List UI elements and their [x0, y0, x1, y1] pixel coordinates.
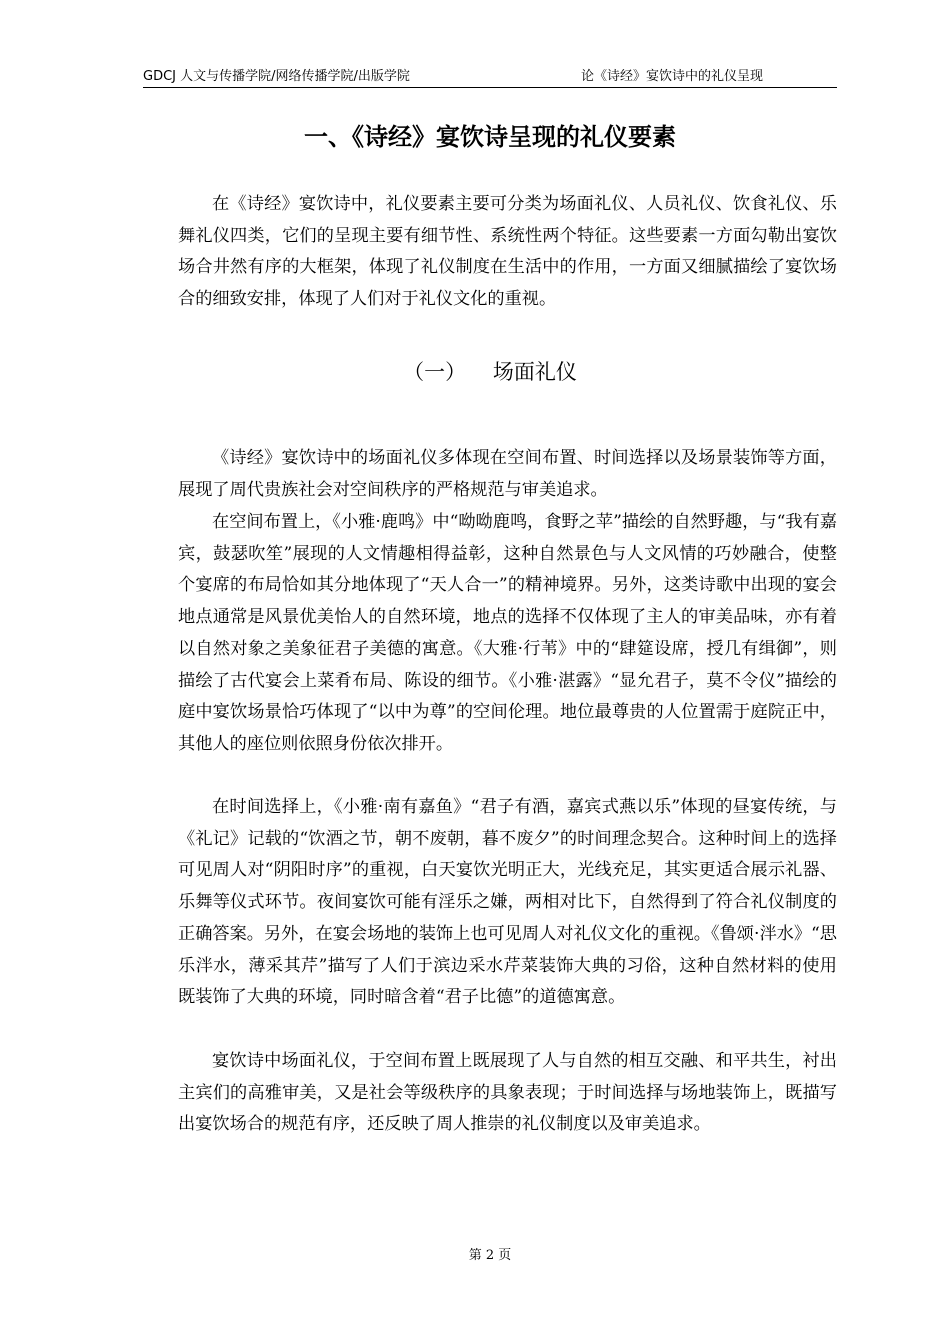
header-institution: GDCJ 人文与传播学院/网络传播学院/出版学院	[143, 69, 410, 84]
section-title: （一） 场面礼仪	[403, 360, 577, 384]
chapter-title: 一、《诗经》宴饮诗呈现的礼仪要素	[304, 123, 676, 151]
page-number: 第 2 页	[468, 1248, 512, 1263]
body-paragraph-4: 宴饮诗中场面礼仪，于空间布置上既展现了人与自然的相互交融、和平共生，衬出主宾们的高雅审美，又是社会等级秩序的具象表现；于时间选择与场地装饰上，既描写出宴饮场合的规范有序，还反映了周人推崇的礼仪制度以及审美追求。	[178, 1051, 837, 1135]
body-paragraph-1: 《诗经》宴饮诗中的场面礼仪多体现在空间布置、时间选择以及场景装饰等方面，展现了周代贵族社会对空间秩序的严格规范与审美追求。	[178, 448, 837, 500]
page-header	[143, 69, 837, 88]
body-paragraph-3: 在时间选择上，《小雅·南有嘉鱼》“君子有酒，嘉宾式燕以乐”体现的昼宴传统，与《礼记》记载的“饮酒之节，朝不废朝，暮不废夕”的时间理念契合。这种时间上的选择可见周人对“阴阳时序”的重视，白天宴饮光明正大，光线充足，其实更适合展示礼器、乐舞等仪式环节。夜间宴饮可能有淫乐之嫌，两相对比下，自然得到了符合礼仪制度的正确答案。另外，在宴会场地的装饰上也可见周人对礼仪文化的重视。《鲁颂·泮水》“思乐泮水，薄采其芹”描写了人们于滨边采水芹菜装饰大典的习俗，这种自然材料的使用既装饰了大典的环境，同时暗含着“君子比德”的道德寓意。	[178, 797, 837, 1008]
intro-paragraph: 在《诗经》宴饮诗中，礼仪要素主要可分类为场面礼仪、人员礼仪、饮食礼仪、乐舞礼仪四类，它们的呈现主要有细节性、系统性两个特征。这些要素一方面勾勒出宴饮场合井然有序的大框架，体现了礼仪制度在生活中的作用，一方面又细腻描绘了宴饮场合的细致安排，体现了人们对于礼仪文化的重视。	[178, 194, 837, 310]
body-paragraph-2: 在空间布置上，《小雅·鹿鸣》中“呦呦鹿鸣，食野之苹”描绘的自然野趣，与“我有嘉宾，鼓瑟吹笙”展现的人文情趣相得益彰，这种自然景色与人文风情的巧妙融合，使整个宴席的布局恰如其分地体现了“天人合一”的精神境界。另外，这类诗歌中出现的宴会地点通常是风景优美怡人的自然环境，地点的选择不仅体现了主人的审美品味，亦有着以自然对象之美象征君子美德的寓意。《大雅·行苇》中的“肆筵设席，授几有缉御”，则描绘了古代宴会上菜肴布局、陈设的细节。《小雅·湛露》“显允君子，莫不令仪”描绘的庭中宴饮场景恰巧体现了“以中为尊”的空间伦理。地位最尊贵的人位置需于庭院正中，其他人的座位则依照身份依次排开。	[178, 512, 837, 754]
header-paper-title: 论《诗经》宴饮诗中的礼仪呈现	[581, 69, 764, 84]
